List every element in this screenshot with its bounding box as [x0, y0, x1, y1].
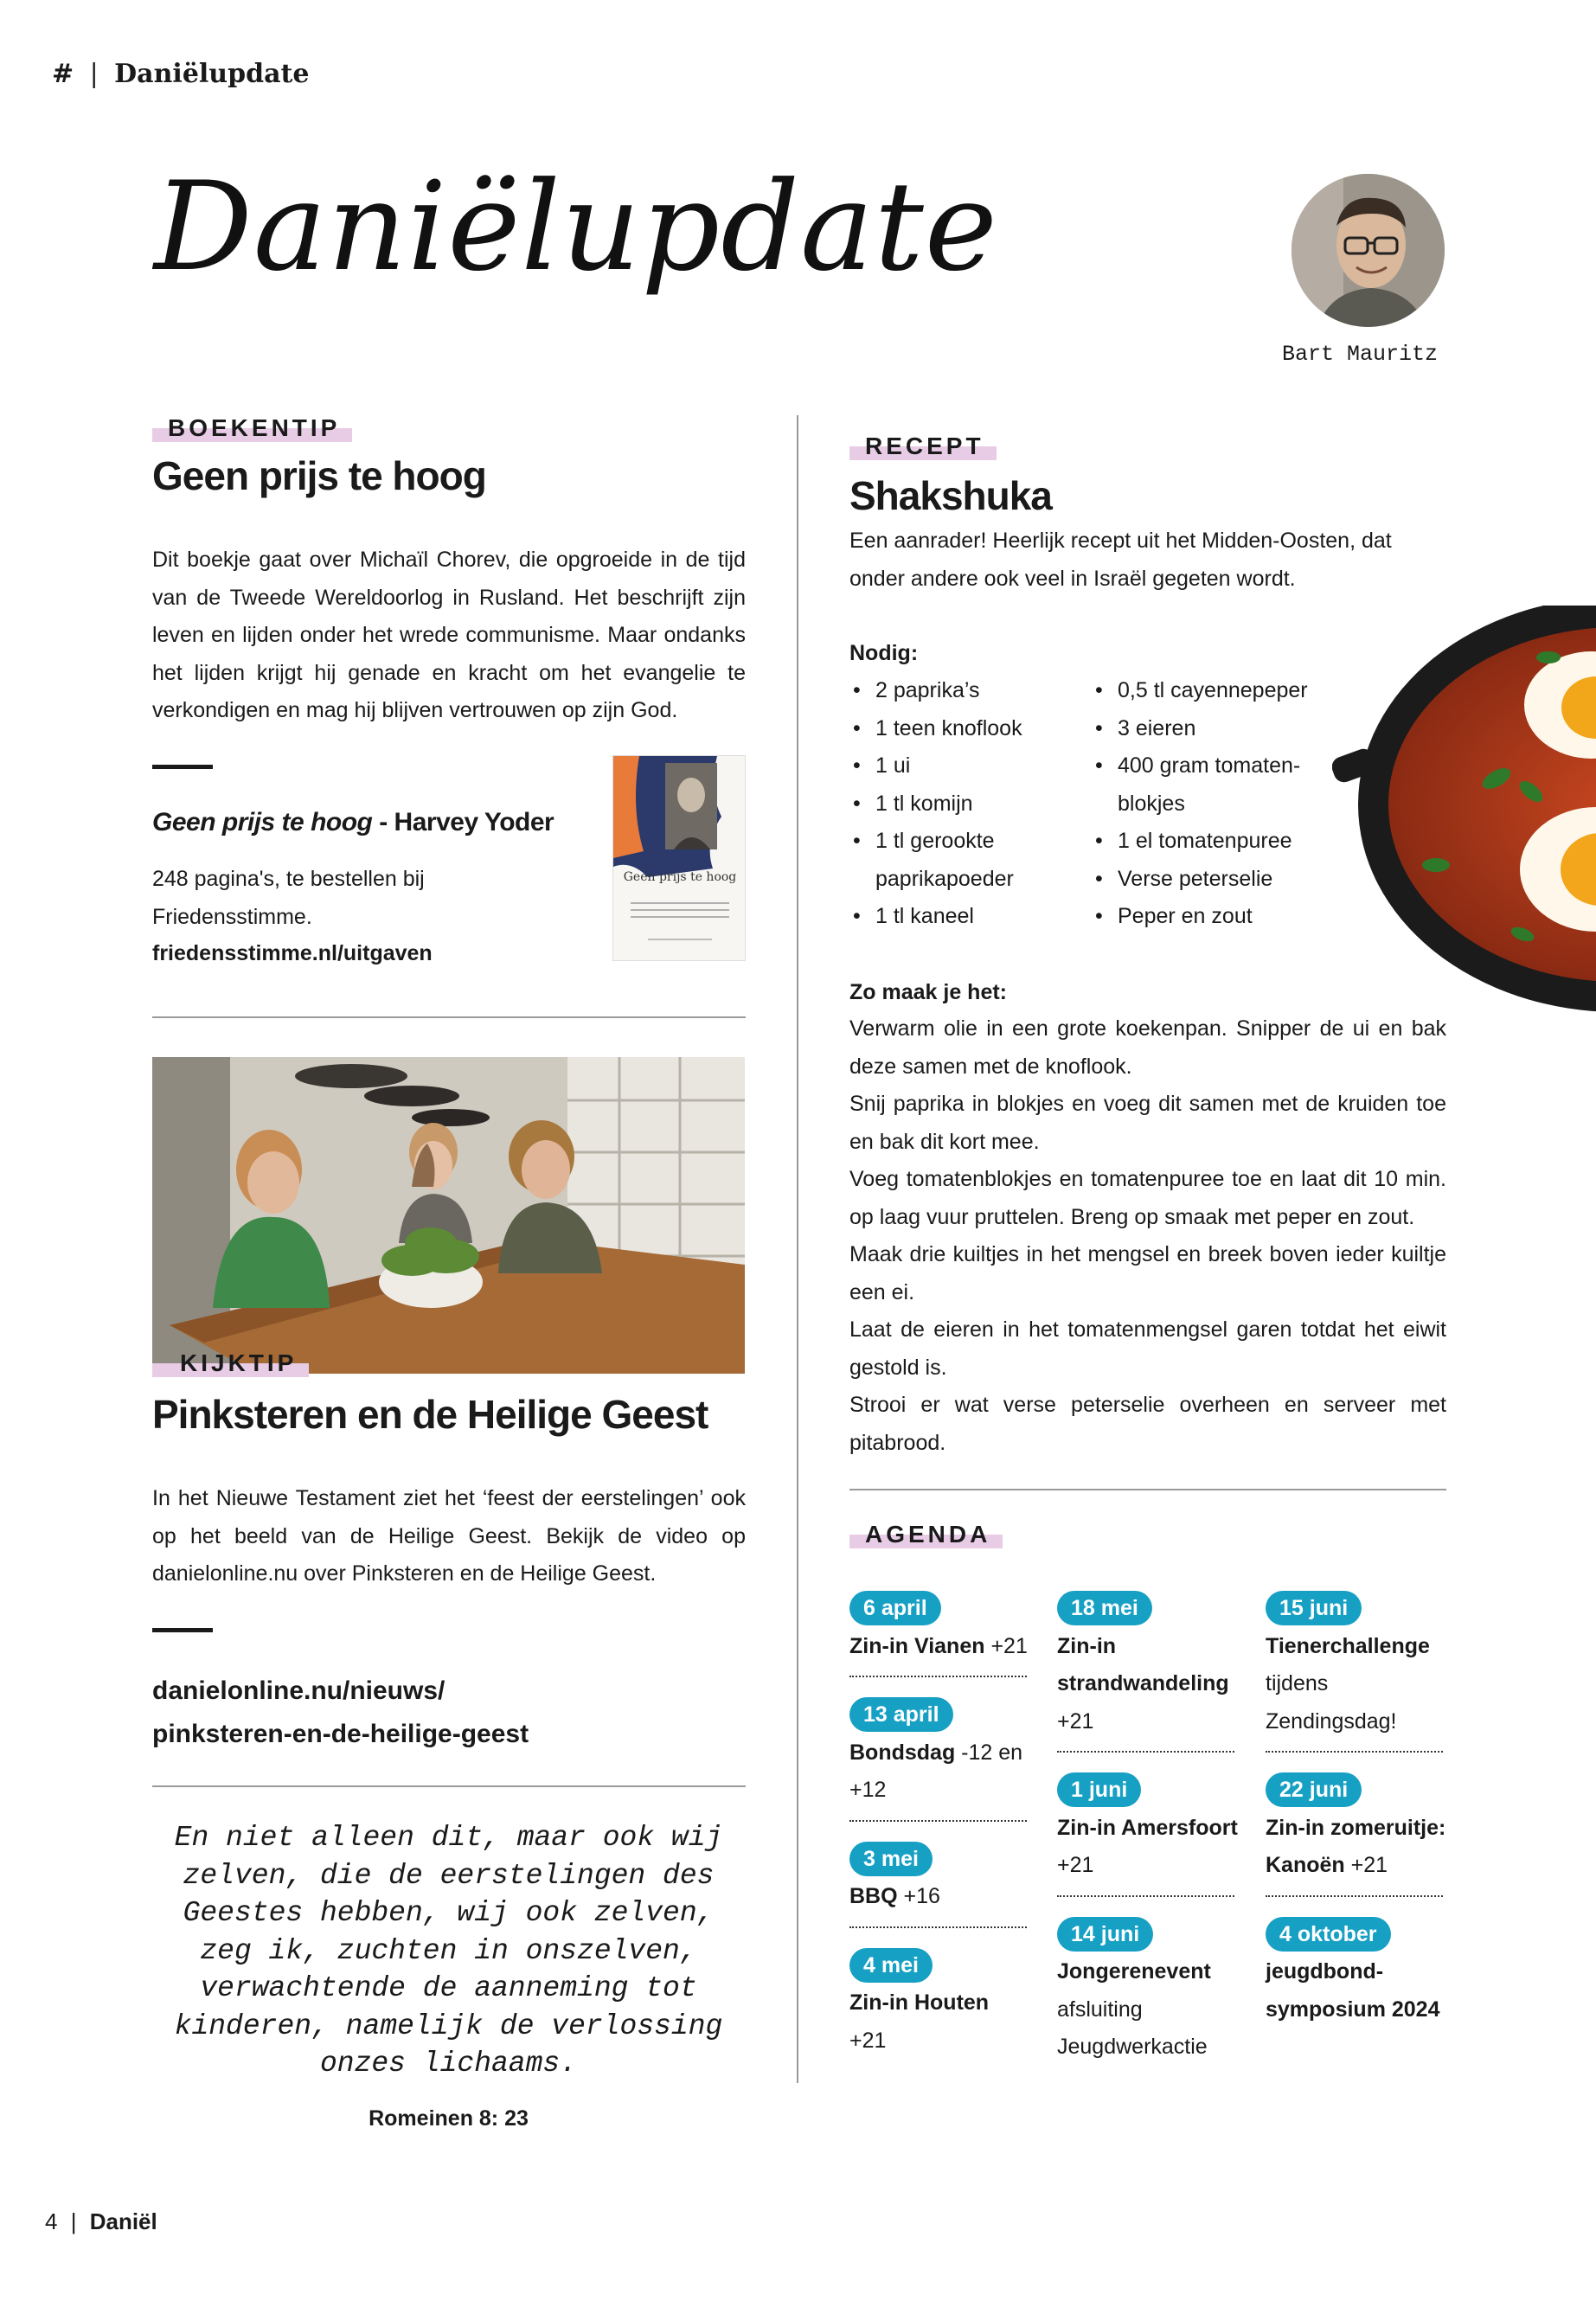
video-photo — [152, 1057, 745, 1374]
agenda-event-title: Zin-in Houten — [849, 1990, 990, 2015]
agenda-item — [1057, 1772, 1239, 1897]
agenda-date-badge: 13 april — [849, 1697, 953, 1732]
ingredient-item: • 3 eieren — [1095, 710, 1329, 748]
recipe-steps — [849, 1010, 1446, 1462]
agenda-event-sub: +21 — [990, 1633, 1028, 1658]
recipe-step: Snij paprika in blokjes en voeg dit samen met de kruiden toe en bak dit kort mee. — [849, 1092, 1446, 1154]
ingredient-item: • 1 tl kaneel — [853, 898, 1069, 936]
agenda-date-badge: 3 mei — [849, 1842, 933, 1876]
header-label: Daniëlupdate — [114, 59, 310, 89]
agenda-dotted-divider — [849, 1665, 1027, 1677]
agenda-dotted-divider — [849, 1916, 1027, 1928]
agenda-event-sub: -12 en +12 — [849, 1740, 1023, 1802]
agenda-column-3 — [1266, 1590, 1447, 2029]
agenda-date-badge: 22 juni — [1266, 1772, 1362, 1807]
ingredient-item: • Peper en zout — [1095, 898, 1329, 936]
agenda-date-badge: 4 oktober — [1266, 1917, 1391, 1952]
agenda-item — [1266, 1916, 1447, 2029]
ingredient-item: • 400 gram tomaten-blokjes — [1095, 747, 1329, 823]
agenda-item — [1266, 1772, 1447, 1897]
recipe-divider — [849, 1489, 1446, 1490]
ingredient-item: • 1 teen knoflook — [853, 710, 1069, 748]
agenda-event — [849, 1628, 1031, 1666]
video-link-line2[interactable]: pinksteren-en-de-heilige-geest — [152, 1720, 529, 1748]
book-details: 248 pagina's, te bestellen bij Friedensstimme. — [152, 867, 425, 929]
agenda-date-badge: 15 juni — [1266, 1591, 1362, 1625]
agenda-event — [1057, 1628, 1239, 1741]
book-ref-author: - Harvey Yoder — [379, 808, 554, 836]
recipe-step: Verwarm olie in een grote koekenpan. Snipper de ui en bak deze samen met de knoflook. — [849, 1016, 1446, 1079]
recipe-tag: RECEPT — [849, 433, 997, 460]
author-name: Bart Mauritz — [1282, 342, 1439, 367]
agenda-event-sub: afsluiting Jeugdwerkactie — [1057, 1997, 1208, 2059]
agenda-event — [1057, 1810, 1239, 1885]
book-short-rule — [152, 765, 213, 769]
agenda-event-sub: +21 — [1350, 1853, 1388, 1877]
ingredients-right — [1095, 672, 1329, 936]
recipe-intro: Een aanrader! Heerlijk recept uit het Midden-Oosten, dat onder andere ook veel in Israël gegeten wordt. — [849, 529, 1392, 591]
agenda-event — [1266, 1628, 1447, 1741]
recipe-step: Strooi er wat verse peterselie overheen en serveer met pitabrood. — [849, 1393, 1446, 1455]
agenda-event-sub: +21 — [849, 2028, 887, 2053]
agenda-event-title: Zin-in zomeruitje: Kanoën — [1266, 1815, 1446, 1877]
recipe-step: Laat de eieren in het tomatenmengsel garen totdat het eiwit gestold is. — [849, 1317, 1446, 1380]
agenda-event-sub: tijdens Zendingsdag! — [1266, 1671, 1397, 1734]
agenda-event-title: Zin-in Vianen — [849, 1633, 985, 1658]
footer-separator: | — [70, 2208, 77, 2234]
ingredients-left — [853, 672, 1069, 936]
ingredient-item: • 0,5 tl cayennepeper — [1095, 672, 1329, 710]
agenda-item — [849, 1696, 1031, 1822]
video-text: In het Nieuwe Testament ziet het ‘feest der eerstelingen’ ook op het beeld van de Heilige Geest. Bekijk de video op danielonline.nu over Pinksteren en de Heilige Geest. — [152, 1486, 746, 1586]
agenda-event — [849, 1734, 1031, 1810]
agenda-event-title: jeugdbond-symposium 2024 — [1266, 1959, 1440, 2022]
agenda-event-title: Bondsdag — [849, 1740, 956, 1765]
agenda-tag: AGENDA — [849, 1521, 1003, 1548]
agenda-date-badge: 14 juni — [1057, 1917, 1153, 1952]
agenda-event-sub: +21 — [1057, 1853, 1094, 1877]
book-ref-title: Geen prijs te hoog — [152, 808, 373, 836]
recipe-tag-wrap — [849, 433, 997, 460]
book-tag-wrap — [152, 414, 352, 442]
page-footer — [45, 2208, 157, 2235]
ingredient-item: • 1 tl gerookte paprikapoeder — [853, 823, 1069, 898]
agenda-item — [849, 1590, 1031, 1677]
book-heading: Geen prijs te hoog — [152, 453, 486, 498]
agenda-item — [1057, 1916, 1239, 2067]
agenda-tag-wrap — [849, 1521, 1003, 1548]
footer-magazine: Daniël — [89, 2208, 157, 2234]
book-intro: Dit boekje gaat over Michaïl Chorev, die opgroeide in de tijd van de Tweede Wereldoorlog in Rusland. Het beschrijft zijn leven en lijden onder het wrede communisme. Maar ondanks het lijden krijgt hij genade en kracht om het evangelie te verkondigen en mag hij blijven vertrouwen op zijn God. — [152, 548, 746, 722]
ingredient-item: • Verse peterselie — [1095, 861, 1329, 899]
agenda-date-badge: 1 juni — [1057, 1772, 1141, 1807]
page-header — [52, 59, 309, 89]
agenda-event — [1057, 1953, 1239, 2067]
agenda-date-badge: 6 april — [849, 1591, 941, 1625]
ingredient-item: • 1 el tomatenpuree — [1095, 823, 1329, 861]
ingredient-item: • 1 tl komijn — [853, 785, 1069, 824]
agenda-item — [849, 1841, 1031, 1928]
hash-mark: # — [52, 59, 74, 89]
agenda-event — [1266, 1810, 1447, 1885]
shakshuka-image — [1332, 606, 1596, 1038]
agenda-dotted-divider — [1057, 1885, 1234, 1897]
recipe-step: Maak drie kuiltjes in het mengsel en breek boven ieder kuiltje een ei. — [849, 1242, 1446, 1304]
agenda-date-badge: 4 mei — [849, 1948, 933, 1983]
video-divider — [152, 1785, 746, 1787]
agenda-dotted-divider — [849, 1810, 1027, 1822]
agenda-column-2 — [1057, 1590, 1239, 2067]
agenda-event-title: Jongerenevent — [1057, 1959, 1211, 1984]
ingredient-item: • 1 ui — [853, 747, 1069, 785]
agenda-event-title: Tienerchallenge — [1266, 1633, 1430, 1658]
agenda-event-sub: +21 — [1057, 1708, 1094, 1734]
recipe-heading: Shakshuka — [849, 473, 1052, 518]
book-link[interactable]: friedensstimme.nl/uitgaven — [152, 941, 433, 965]
page-number: 4 — [45, 2208, 58, 2234]
video-link-line1[interactable]: danielonline.nu/nieuws/ — [152, 1676, 445, 1705]
author-avatar — [1292, 174, 1445, 327]
agenda-event-sub: +16 — [903, 1884, 940, 1908]
bible-quote: En niet alleen dit, maar ook wij zelven, die de eerstelingen des Geestes hebben, wij ook zelven, zeg ik, zuchten in onszelven, verwachtende de aanneming tot kinderen, namelijk de verlossing onzes lichaams. — [174, 1822, 723, 2080]
book-divider — [152, 1016, 746, 1018]
recipe-needs-label: Nodig: — [849, 641, 919, 665]
agenda-dotted-divider — [1266, 1740, 1443, 1753]
quote-reference: Romeinen 8: 23 — [369, 2106, 529, 2131]
agenda-event-title: Zin-in Amersfoort — [1057, 1815, 1238, 1840]
video-link[interactable] — [152, 1670, 529, 1756]
agenda-dotted-divider — [1057, 1740, 1234, 1753]
book-cover-title: Geen prijs te hoog — [623, 870, 737, 884]
ingredient-item: • 2 paprika’s — [853, 672, 1069, 710]
book-tag: BOEKENTIP — [152, 414, 352, 442]
video-tag: KIJKTIP — [152, 1349, 309, 1377]
agenda-item — [1266, 1590, 1447, 1753]
agenda-dotted-divider — [1266, 1885, 1443, 1897]
agenda-item — [1057, 1590, 1239, 1753]
agenda-column-1 — [849, 1590, 1031, 2060]
recipe-how-label: Zo maak je het: — [849, 980, 1007, 1004]
book-cover — [612, 755, 746, 961]
header-separator: | — [89, 59, 99, 89]
agenda-date-badge: 18 mei — [1057, 1591, 1152, 1625]
agenda-event-title: BBQ — [849, 1884, 898, 1908]
recipe-step: Voeg tomatenblokjes en tomatenpuree toe en laat dit 10 min. op laag vuur pruttelen. Breng op smaak met peper en zout. — [849, 1167, 1446, 1229]
agenda-item — [849, 1947, 1031, 2061]
agenda-event — [1266, 1953, 1447, 2029]
video-short-rule — [152, 1628, 213, 1632]
agenda-event — [849, 1984, 1031, 2060]
video-tag-wrap — [152, 1349, 309, 1377]
agenda-event-title: Zin-in strandwandeling — [1057, 1633, 1229, 1695]
page-title: Daniëlupdate — [154, 156, 998, 298]
column-divider — [797, 415, 798, 2083]
video-heading: Pinksteren en de Heilige Geest — [152, 1392, 708, 1437]
agenda-event — [849, 1878, 1031, 1916]
book-reference — [152, 808, 554, 837]
